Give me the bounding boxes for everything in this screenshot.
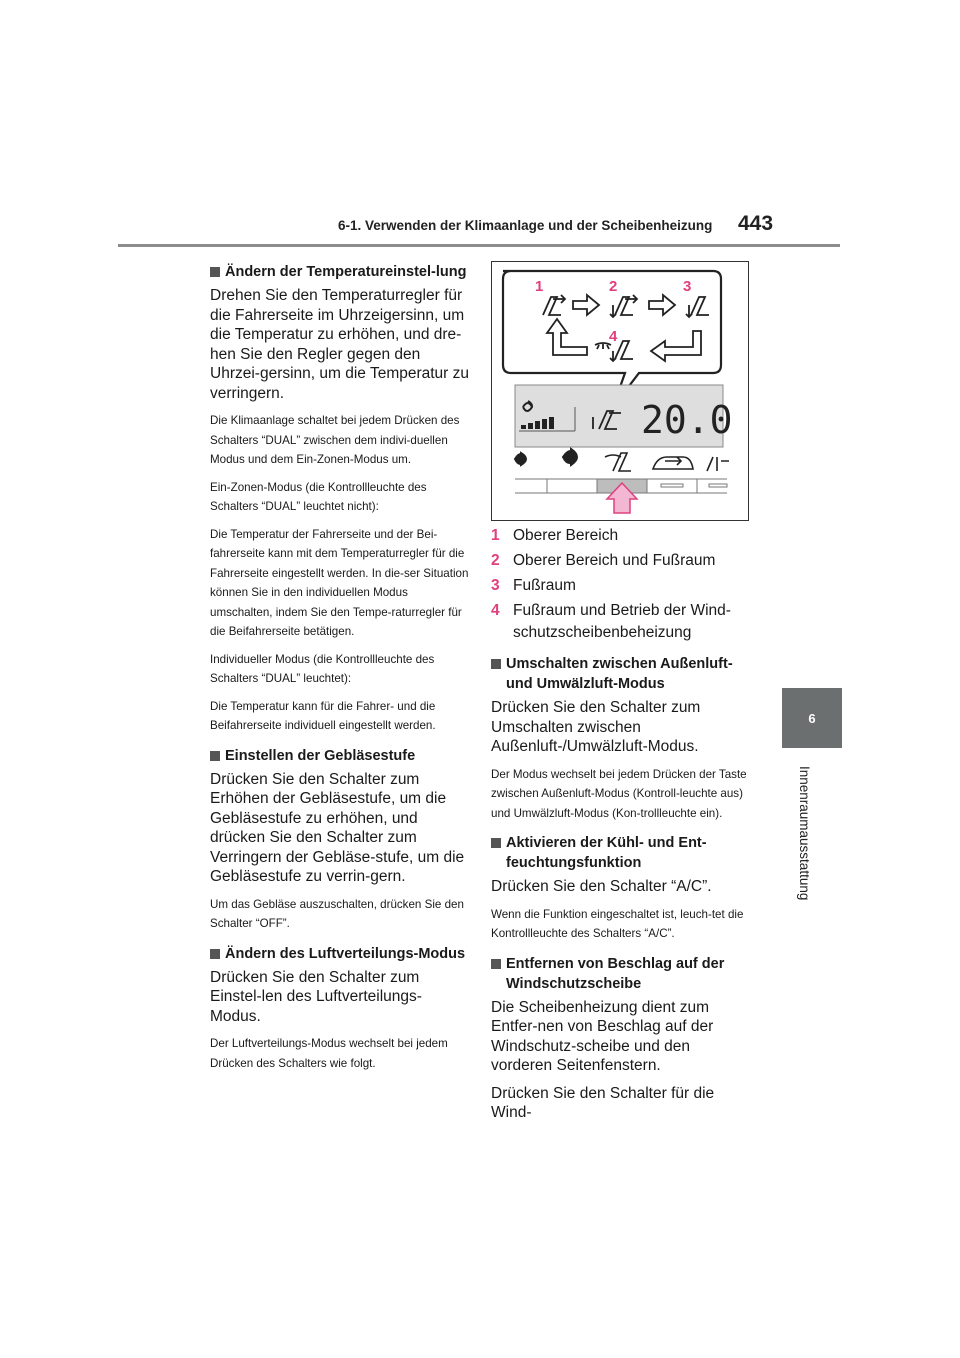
heading-recirculation: Umschalten zwischen Außenluft- und Umwälzluft-Modus bbox=[491, 654, 751, 694]
section-title: 6-1. Verwenden der Klimaanlage und der Scheibenheizung bbox=[338, 218, 713, 233]
page-number: 443 bbox=[738, 212, 774, 235]
callout-4: 4 bbox=[609, 328, 618, 345]
bullet-square-icon bbox=[210, 267, 220, 277]
bullet-square-icon bbox=[491, 838, 501, 848]
note: Individueller Modus (die Kontrollleuchte des Schalters “DUAL” leuchtet): bbox=[210, 652, 435, 685]
list-item: 4 Fußraum und Betrieb der Wind-schutzscheibenbeheizung bbox=[491, 602, 731, 641]
header-rule bbox=[118, 244, 840, 247]
bullet-square-icon bbox=[491, 959, 501, 969]
heading-ac: Aktivieren der Kühl- und Ent-feuchtungsfunktion bbox=[491, 833, 751, 873]
chapter-number: 6 bbox=[808, 710, 816, 726]
paragraph: Die Scheibenheizung dient zum Entfer-nen von Beschlag auf der Windschutz-scheibe und den vorderen Seitenfenstern. bbox=[491, 998, 714, 1074]
list-item: 3 Fußraum bbox=[491, 577, 576, 594]
note: Die Temperatur kann für die Fahrer- und die Beifahrerseite individuell eingestellt werden. bbox=[210, 699, 436, 732]
paragraph: Drücken Sie den Schalter für die Wind- bbox=[491, 1084, 715, 1121]
callout-1: 1 bbox=[535, 278, 544, 295]
heading-temperature: Ändern der Temperatureinstel-lung bbox=[210, 262, 470, 282]
note: Der Modus wechselt bei jedem Drücken der Taste zwischen Außenluft-Modus (Kontroll-leuchte aus) und Umwälzluft-Modus (Kon-trollleuchte ein). bbox=[491, 767, 747, 820]
callout-2: 2 bbox=[609, 278, 618, 295]
list-item: 2 Oberer Bereich und Fußraum bbox=[491, 552, 716, 569]
note: Der Luftverteilungs-Modus wechselt bei jedem Drücken des Schalters wie folgt. bbox=[210, 1037, 448, 1070]
chapter-tab bbox=[782, 688, 842, 748]
heading-fan-speed: Einstellen der Gebläsestufe bbox=[210, 746, 470, 766]
paragraph: Drücken Sie den Schalter zum Umschalten zwischen Außenluft-/Umwälzluft-Modus. bbox=[491, 699, 701, 755]
note: Ein-Zonen-Modus (die Kontrollleuchte des Schalters “DUAL” leuchtet nicht): bbox=[210, 480, 427, 513]
bullet-square-icon bbox=[210, 949, 220, 959]
paragraph: Drücken Sie den Schalter zum Einstel-len des Luftverteilungs-Modus. bbox=[210, 968, 422, 1025]
left-column bbox=[210, 252, 470, 1081]
paragraph: Drücken Sie den Schalter zum Erhöhen der Gebläsestufe, um die Gebläsestufe zu erhöhen, und drücken Sie den Schalter zum Verringern der Gebläse-stufe, um die Gebläsestufe zu verrin-gern. bbox=[210, 770, 465, 885]
heading-defog: Entfernen von Beschlag auf der Windschutzscheibe bbox=[491, 954, 751, 994]
display-temperature: 20.0 bbox=[641, 398, 733, 442]
chapter-label: Innenraumausstattung bbox=[797, 766, 812, 901]
heading-airflow-mode: Ändern des Luftverteilungs-Modus bbox=[210, 944, 470, 964]
right-column bbox=[491, 525, 751, 1131]
note: Die Klimaanlage schaltet bei jedem Drücken des Schalters “DUAL” zwischen dem indivi-duellen Modus und dem Ein-Zonen-Modus um. bbox=[210, 414, 460, 466]
bullet-square-icon bbox=[491, 659, 501, 669]
note: Um das Gebläse auszuschalten, drücken Sie den Schalter “OFF”. bbox=[210, 897, 464, 930]
list-item: 1 Oberer Bereich bbox=[491, 527, 619, 544]
callout-3: 3 bbox=[683, 278, 692, 295]
note: Die Temperatur der Fahrerseite und der Bei-fahrerseite kann mit dem Temperaturregler für die Fahrerseite eingestellt werden. In die-ser Situation können Sie in den individuellen Modus umschalten, indem Sie den Tempe-raturregler für die Beifahrerseite betätigen. bbox=[210, 527, 469, 638]
paragraph: Drücken Sie den Schalter “A/C”. bbox=[491, 878, 712, 895]
paragraph: Drehen Sie den Temperaturregler für die Fahrerseite im Uhrzeigersinn, um die Temperatur zu erhöhen, und dre-hen Sie den Regler gegen den Uhrzei-gersinn, um die Temperatur zu verringern. bbox=[210, 287, 470, 402]
note: Wenn die Funktion eingeschaltet ist, leuch-tet die Kontrollleuchte des Schalters “A/C”. bbox=[491, 907, 744, 940]
bullet-square-icon bbox=[210, 751, 220, 761]
airflow-mode-figure bbox=[491, 261, 749, 521]
